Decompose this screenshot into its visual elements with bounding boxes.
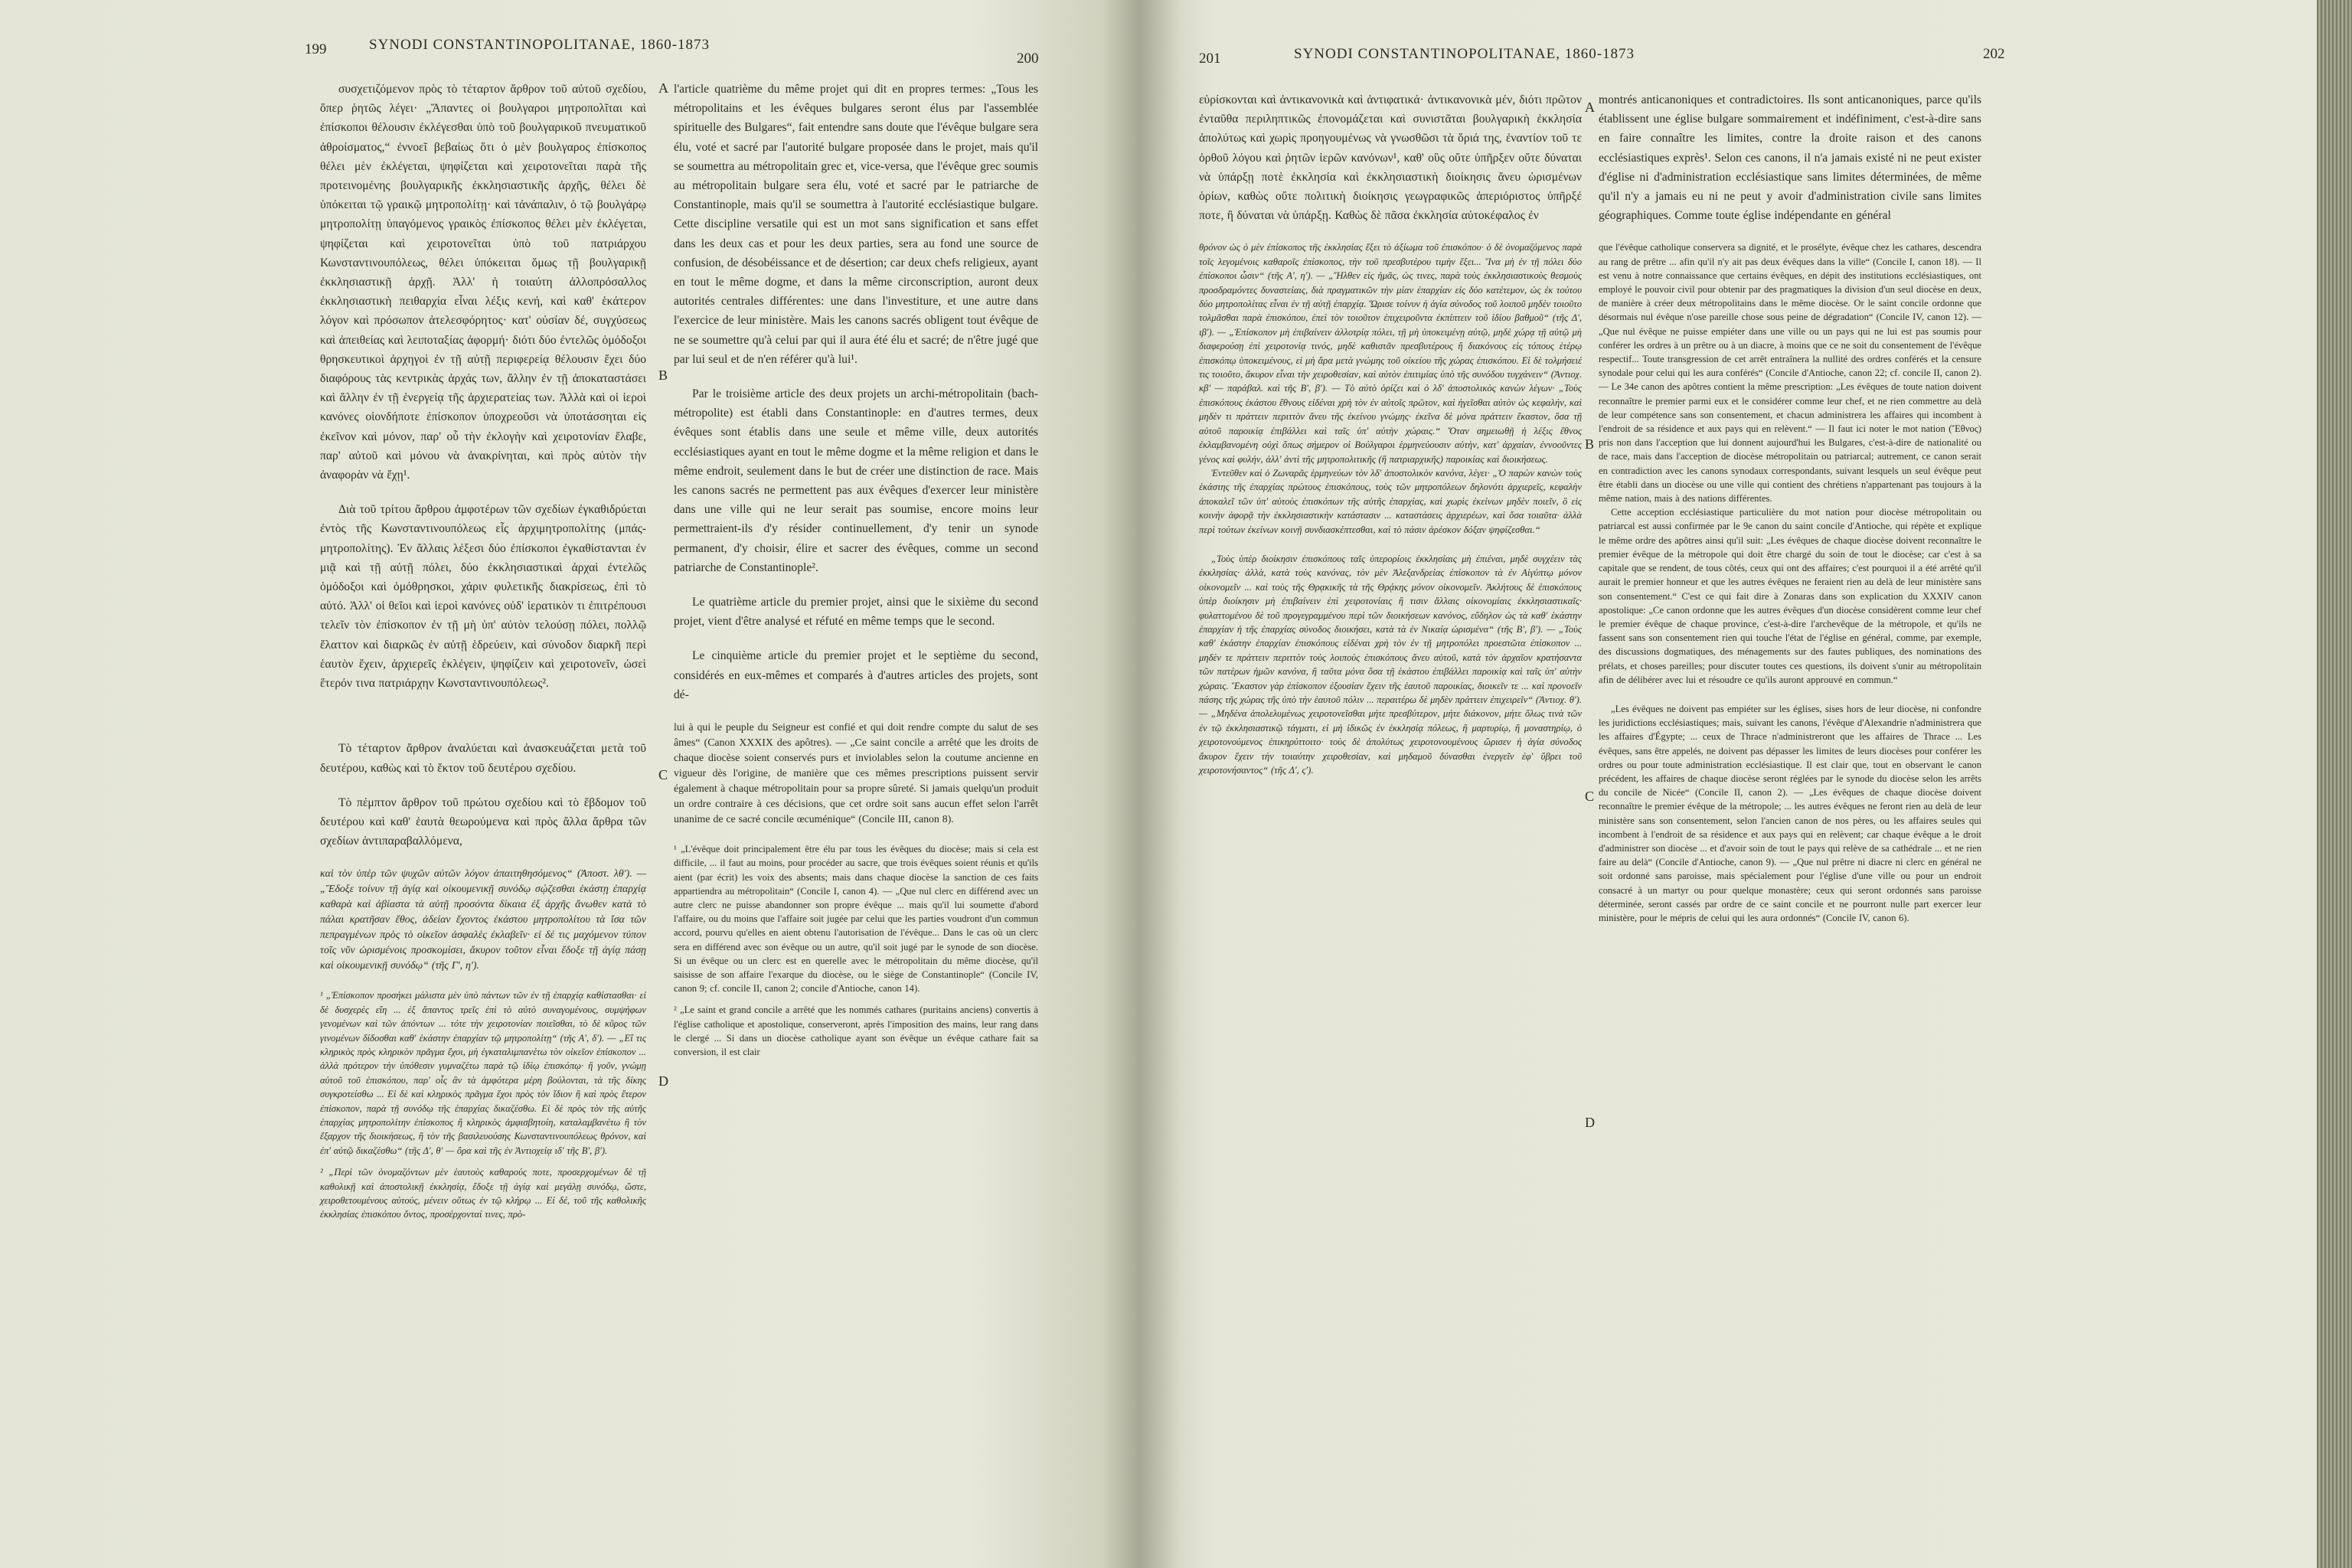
french-footnote: ¹ „L'évêque doit principalement être élu par tous les évêques du diocèse; mais si cela est difficile, ... il faut au moins, pour procéder au sacre, que trois évêques soient réunis et qu'ils aient (par écrit) les voix des absents; mais dans chaque diocèse la sanction de ces faits appartiendra au métropolitain“ (Concile I, canon 4). — „Que nul clerc en différend avec un autre clerc ne puisse abandonner son propre évêque ... mais qu'il lui soumette d'abord l'affaire, ou du moins que l'affaire soit jugée par celui que les parties voudront d'un commun accord, pourvu qu'elles en aient obtenu l'autorisation de l'évêque... Dans le cas où un clerc sera en différend avec son évêque ou un autre, qu'il soit jugé par le synode de son diocèse. Si un évêque ou un clerc est en querelle avec le métropolitain du même diocèse, qu'il saisisse de son affaire l'exarque du diocèse, ou le siège de Constantinople“ (Concile IV, canon 9; cf. concile II, canon 2; concile d'Antioche, canon 14). [674, 844, 1038, 995]
page-number: 199 [305, 41, 327, 57]
left-page [0, 0, 1141, 1568]
greek-footnote: ² „Περὶ τῶν ὀνομαζόντων μὲν ἑαυτοὺς καθαρούς ποτε, προσερχομένων δὲ τῇ καθολικῇ καὶ ἀποστολικῇ ἐκκλησίᾳ, ἔδοξε τῇ ἁγίᾳ καὶ μεγάλῃ συνόδῳ, ὥστε, χειροθετουμένους αὐτούς, μένειν οὕτως ἐν τῷ κλήρῳ ... Εἰ δέ, τοῦ τῆς καθολικῆς ἐκκλησίας ἐπισκόπου ὄντος, προσέρχονταί τινες, πρὸ- [320, 1167, 646, 1220]
greek-column [1199, 90, 1582, 777]
margin-letter: D [658, 1073, 668, 1089]
margin-letter: A [658, 80, 668, 96]
french-footnote: Cette acception ecclésiastique particulière du mot nation pour diocèse métropolitain ou patriarcal est aussi confirmée par le 9e canon du saint concile d'Antioche, qui répète et explique le même ordre des apôtres ainsi qu'il suit: „Les évêques de chaque diocèse doivent reconnaître le premier évêque de la métropole qui doit être chargé du soin de tout le diocèse; car c'est à sa capitale que se rendent, de tous côtés, ceux qui ont des affaires; c'est pourquoi il a été arrêté qu'il aurait le premier honneur et que les autres évêques ne feraient rien au delà de leur ministère sans son consentement.“ C'est ce qui fait dire à Zonaras dans son explication du XXXIV canon apostolique: „Ce canon ordonne que les autres évêques d'un diocèse considèrent comme leur chef le premier évêque de chaque province, c'est-à-dire l'archevêque de la métropole, et qu'ils ne fassent sans son consentement rien qui touche l'état de l'église en général, comme, par exemple, des discussions dogmatiques, des ménagements sur des fautes publiques, des nominations des prélats, et choses pareilles; pour discuter toutes ces questions, ils doivent s'unir au métropolitain afin de délibérer avec lui et résoudre ce qu'ils auront approuvé en commun.“ [1599, 507, 1981, 685]
french-footnote: „Les évêques ne doivent pas empiéter sur les églises, sises hors de leur diocèse, ni confondre les juridictions ecclésiastiques; mais, suivant les canons, l'évêque d'Alexandrie n'administrera que les affaires d'Égypte; ... ceux de Thrace n'administreront que les affaires de Thrace ... Les évêques, sans être appelés, ne doivent pas dépasser les limites de leurs diocèses pour conférer les ordres ou pour toute administration ecclésiastique. Il est clair que, tout en observant le canon précédent, les affaires de chaque diocèse seront réglées par le synode du diocèse selon les arrêts du concile de Nicée“ (Concile II, canon 2). — „Les évêques de chaque diocèse doivent reconnaître le premier évêque de la métropole; ... les autres évêques ne feront rien au delà de leur ministère sans son consentement, selon l'ancien canon de nos pères, ou les affaires seules qui incombent à l'endroit de sa résidence et aux pays qui en relèvent; car chaque évêque a le droit d'administrer son diocèse ... et d'avoir soin de tout le pays qui relève de sa cathédrale ... et ne rien faire au delà“ (Concile d'Antioche, canon 9). — „Que nul prêtre ni diacre ni clerc en général ne soit ordonné sans paroisse, mais spécialement pour l'église d'une ville ou pour un endroit consacré à un martyr ou pour quelque monastère; ceux qui seront ordonnés sans paroisse déterminée, seront cassés par ordre de ce saint concile et ne pourront nulle part exercer leur ministère, pour le mépris de celui qui les aura ordonnés“ (Concile IV, canon 6). [1599, 703, 1981, 923]
greek-paragraph: εὑρίσκονται καὶ ἀντικανονικὰ καὶ ἀντιφατικά· ἀντικανονικὰ μέν, διότι πρῶτον ἐνταῦθα περιληπτικῶς ἐπονομάζεται καὶ συνιστᾶται βουλγαρικὴ ἐκκλησία ἀπολύτως καὶ χωρὶς προηγουμένως νὰ γνωσθῶσι τὰ ὅριά της, ἐναντίον τοῦ τε ὀρθοῦ λόγου καὶ ῥητῶν ἱερῶν κανόνων¹, καθ' οὓς οὔτε ὑπῆρξεν οὔτε δύναται νὰ ὑπάρξῃ ποτὲ ἐκκλησία καὶ ἐκκλησιαστικὴ διοίκησις ἄνευ ὡρισμένων ὁρίων, καθὼς οὔτε πολιτικὴ διοίκησις γεωγραφικῶς ἀπεριόριστος ὑπῆρξέ ποτε, ἢ δύναται νὰ ὑπάρξῃ. Καθὼς δὲ πᾶσα ἐκκλησία αὐτοκέφαλος ἐν [1199, 93, 1582, 223]
french-column [674, 80, 1038, 1059]
margin-letter: C [658, 767, 668, 782]
margin-letter: A [1585, 100, 1595, 115]
margin-letter: B [658, 368, 668, 383]
greek-column [320, 80, 646, 1222]
margin-letter: D [1585, 1115, 1595, 1130]
greek-footnote: ¹ „Ἐπίσκοπον προσήκει μάλιστα μὲν ὑπὸ πάντων τῶν ἐν τῇ ἐπαρχίᾳ καθίστασθαι· εἰ δὲ δυσχερὲς εἴη ... ἐξ ἅπαντος τρεῖς ἐπὶ τὸ αὐτὸ συναγομένους, συμψήφων γενομένων καὶ τῶν ἀπόντων ... τότε τὴν χειροτονίαν ποιεῖσθαι, τὸ δὲ κῦρος τῶν γινομένων δίδοσθαι καθ' ἑκάστην ἐπαρχίαν τῷ μητροπολίτῃ“ (τῆς Α', δ'). — „Εἴ τις κληρικὸς πρὸς κληρικὸν πρᾶγμα ἔχοι, μὴ ἐγκαταλιμπανέτω τὸν οἰκεῖον ἐπίσκοπον ... ἀλλὰ πρότερον τὴν ὑπόθεσιν γυμναζέτω παρὰ τῷ ἰδίῳ ἐπισκόπῳ· ἢ γοῦν, γνώμῃ αὐτοῦ τοῦ ἐπισκόπου, παρ' οἷς ἂν τὰ ἀμφότερα μέρη βούλονται, τὰ τῆς δίκης συγκροτείσθω ... Εἰ δὲ καὶ κληρικὸς πρᾶγμα ἔχοι πρὸς τὸν ἴδιον ἢ καὶ πρὸς ἕτερον ἐπίσκοπον, παρὰ τῇ συνόδῳ τῆς ἐπαρχίας δικαζέσθω. Εἰ δὲ πρὸς τὸν τῆς αὐτῆς ἐπαρχίας μητροπολίτην ἐπίσκοπος ἢ κληρικὸς ἀμφισβητοίη, καταλαμβανέτω ἢ τὸν ἔξαρχον τῆς διοικήσεως, ἢ τὸν τῆς βασιλευούσης Κωνσταντινουπόλεως θρόνον, καὶ ἐπ' αὐτῷ δικαζέσθω“ (τῆς Δ', θ' — ὅρα καὶ τῆς ἐν Ἀντιοχείᾳ ιδ' τῆς Β', β'). [320, 990, 646, 1156]
page-number: 201 [1199, 51, 1221, 67]
greek-canon-quote: καὶ τὸν ὑπὲρ τῶν ψυχῶν αὐτῶν λόγον ἀπαιτηθησόμενος“ (Ἀποστ. λθ'). — „Ἔδοξε τοίνυν τῇ ἁγίᾳ καὶ οἰκουμενικῇ συνόδῳ σῴζεσθαι ἑκάστῃ ἐπαρχίᾳ καθαρὰ καὶ ἀβίαστα τὰ αὐτῇ προσόντα δίκαια ἐξ ἀρχῆς ἄνωθεν κατὰ τὸ πάλαι κρατῆσαν ἔθος, ἀδείαν ἔχοντος ἑκάστου μητροπολίτου τὰ ἴσα τῶν πεπραγμένων πρὸς τὸ οἰκεῖον ἀσφαλὲς ἐκλαβεῖν· εἰ δέ τις μαχόμενον τύπον τοῖς νῦν ὡρισμένοις προσκομίσει, ἄκυρον τοῦτον εἶναι ἔδοξε τῇ ἁγίᾳ πάσῃ καὶ οἰκουμενικῇ συνόδῳ“ (τῆς Γ', η'). [320, 867, 646, 972]
french-footnote: ² „Le saint et grand concile a arrêté que les nommés cathares (puritains anciens) convertis à l'église catholique et apostolique, conserveront, après l'imposition des mains, leur rang dans le clergé ... Si dans un diocèse catholique ayant son évêque un évêque cathare fait sa conversion, il est clair [674, 1004, 1038, 1057]
right-page [1141, 0, 2352, 1568]
french-column [1599, 90, 1981, 925]
french-footnote: que l'évêque catholique conservera sa dignité, et le prosélyte, évêque chez les cathares, descendra au rang de prêtre ... afin qu'il n'y ait pas deux évêques dans la ville“ (Concile I, canon 18). — Il est venu à notre connaissance que certains évêques, en dépit des institutions ecclésiastiques, ont employé le pouvoir civil pour obtenir par des pragmatiques la division d'un seul diocèse en deux, de manière à créer deux métropolitains dans le même diocèse. Or le saint concile ordonne que désormais nul évêque n'ose pareille chose sous peine de dégradation“ (Concile IV, canon 12). — „Que nul évêque ne puisse empiéter dans une ville ou un pays qui ne lui est pas soumis pour conférer les ordres à un prêtre ou à un diacre, à moins que ce ne soit du consentement de l'évêque respectif... Toute transgression de cet arrêt entraînera la nullité des ordres conférés et la censure synodale pour celui qui les aura conférés“ (Concile d'Antioche, canon 22; cf. concile II, canon 2). — Le 34e canon des apôtres contient la même prescription: „Les évêques de toute nation doivent reconnaître le premier parmi eux et le considérer comme leur chef, et ne rien commettre au delà de leur compétence sans son consentement, et chacun administrera les affaires qui incombent à l'endroit de sa résidence et aux pays qui en relèvent.“ — Il faut ici noter le mot nation (Ἔθνος) pris non dans l'acception que lui donnent aujourd'hui les Bulgares, c'est-à-dire de nationalité ou de race, mais dans l'acception de diocèse métropolitain ou patriarcal; autrement, ce canon serait en contradiction avec les canons synodaux correspondants, suivant lesquels un seul évêque peut être établi dans un diocèse ou une ville qui contient des chrétiens n'appartenant pas toujours à la même nation, mais à des nations différentes. [1599, 242, 1981, 505]
french-paragraph: Le cinquième article du premier projet et le septième du second, considérés en eux-mêmes et comparés à d'autres articles des projets, sont dé- [674, 649, 1038, 701]
greek-footnote: Ἐντεῦθεν καὶ ὁ Ζωναρᾶς ἑρμηνεύων τὸν λδ' ἀποστολικὸν κανόνα, λέγει· „Ὁ παρὼν κανὼν τοὺς ἑκάστης τῆς ἐπαρχίας πρώτους ἐπισκόπους, τοὺς τῶν μητροπόλεων δηλονότι ἀρχιερεῖς, κεφαλὴν ἀποκαλεῖ τῶν ὑπ' αὐτοὺς ἐπισκόπων τῆς αὐτῆς ἐπαρχίας, καὶ χωρὶς ἐκείνων μηδὲν ποιεῖν, ὃ εἰς κοινὴν ἀφορᾷ τὴν ἐκκλησιαστικὴν κατάστασιν ... καταστάσεις ἀρχιερέων, καὶ ὅσα τοιαῦτα· ἀλλὰ περὶ τούτων ἐκείνων κοινῇ συνδιασκέπτεσθαι, καὶ τὸ πάσιν ἀρέσκον δόξαν ψηφίζεσθαι.“ [1199, 467, 1582, 535]
greek-footnote: θρόνον ὡς ὁ μὲν ἐπίσκοπος τῆς ἐκκλησίας ἕξει τὸ ἀξίωμα τοῦ ἐπισκόπου· ὁ δὲ ὀνομαζόμενος παρὰ τοῖς λεγομένοις καθαροῖς ἐπίσκοπος, τὴν τοῦ πρεσβυτέρου τιμὴν ἕξει... Ἵνα μὴ ἐν τῇ πόλει δύο ἐπίσκοποι ὦσιν“ (τῆς Α', η'). — „Ἤλθεν εἰς ἡμᾶς, ὡς τινες, παρὰ τοὺς ἐκκλησιαστικοὺς θεσμοὺς προσδραμόντες δυναστείαις, διὰ πραγματικῶν τὴν μίαν ἐπαρχίαν εἰς δύο κατέτεμον, ὡς ἐκ τούτου δύο μητροπολίτας εἶναι ἐν τῇ αὐτῇ ἐπαρχίᾳ. Ὥρισε τοίνυν ἡ ἁγία σύνοδος τοῦ λοιποῦ μηδὲν τοιοῦτο τολμᾶσθαι παρὰ ἐπισκόπου, ἐπεὶ τὸν τοιοῦτον ἐπιχειροῦντα ἐκπίπτειν τοῦ ἰδίου βαθμοῦ“ (τῆς Δ', ιβ'). — „Ἐπίσκοπον μὴ ἐπιβαίνειν ἀλλοτρίᾳ πόλει, τῇ μὴ ὑποκειμένῃ αὐτῷ, μηδὲ χώρᾳ τῇ αὐτῷ μὴ διαφερούσῃ ἐπὶ χειροτονίᾳ τινός, μηδὲ καθιστᾶν πρεσβυτέρους ἢ διακόνους εἰς τόπους ἑτέρῳ ἐπισκόπῳ ὑποκειμένους, εἰ μὴ ἄρα μετὰ γνώμης τοῦ οἰκείου τῆς χώρας ἐπισκόπου. Εἰ δὲ τολμήσειέ τις τοιοῦτο, ἄκυρον εἶναι τὴν χειροθεσίαν, καὶ αὐτὸν ἐπιτιμίας ὑπὸ τῆς συνόδου τυγχάνειν“ (Ἀντιοχ. κβ' — παράβαλ. καὶ τῆς Β', β'). — Τὸ αὐτὸ ὁρίζει καὶ ὁ λδ' ἀποστολικὸς κανὼν λέγων· „Τοὺς ἐπισκόπους ἑκάστου ἔθνους εἰδέναι χρὴ τὸν ἐν αὐτοῖς πρῶτον, καὶ ἡγεῖσθαι αὐτὸν ὡς κεφαλήν, καὶ μηδὲν τι πράττειν περιττὸν ἄνευ τῆς ἐκείνου γνώμης· ἐκεῖνα δὲ μόνα πράττειν ἕκαστον, ὅσα τῇ αὐτοῦ παροικίᾳ ἐπιβάλλει καὶ ταῖς ὑπ' αὐτὴν χώραις.“ Ὅταν σημειωθῇ ἡ λέξις ἔθνος ἐκλαμβανομένη οὐχὶ ὅπως σήμερον οἱ Βούλγαροι ἑρμηνεύουσιν αὐτὴν, κατ' ἀρχαίαν, ἐννοοῦντες γένος καὶ φυλήν, ἀλλ' ἀντὶ τῆς μητροπολιτικῆς (ἢ πατριαρχικῆς) παροικίας καὶ διοικήσεως. [1199, 242, 1582, 465]
margin-letter: C [1585, 789, 1595, 804]
french-paragraph: Par le troisième article des deux projets un archi-métropolitain (bach-métropolite) est établi dans Constantinople: en d'autres termes, deux évêques sont établis dans une seule et même ville, deux autorités ecclésiastiques ayant en tout le même dogme et la même religion et dans le même endroit, seulement dans le but de créer une distinction de race. Mais les canons sacrés ne permettent pas aux évêques d'exercer leur ministère dans une ville qui ne leur serait pas soumise, encore moins leur permettraient-ils d'y résider continuellement, d'y tenir un synode permanent, d'y choisir, élire et sacrer des évêques, comme un second patriarche de Constantinople². [674, 387, 1038, 574]
greek-footnote: „Τοὺς ὑπὲρ διοίκησιν ἐπισκόπους ταῖς ὑπερορίοις ἐκκλησίαις μὴ ἐπιέναι, μηδὲ συγχέειν τὰς ἐκκλησίας· ἀλλὰ, κατὰ τοὺς κανόνας, τὸν μὲν Ἀλεξανδρείας ἐπίσκοπον τὰ ἐν Αἰγύπτῳ μόνον οἰκονομεῖν ... καὶ τοὺς τῆς Θρᾳκικῆς τὰ τῆς Θρᾴκης μόνον οἰκονομεῖν. Ἀκλήτους δὲ ἐπισκόπους ὑπὲρ διοίκησιν μὴ ἐπιβαίνειν ἐπὶ χειροτονίαις ἢ τισιν ἄλλαις οἰκονομίαις ἐκκλησιαστικαῖς· φυλαττομένου δὲ τοῦ προγεγραμμένου περὶ τῶν διοικήσεων κανόνος, εὔδηλον ὡς τὰ καθ' ἑκάστην ἐπαρχίαν ἡ τῆς ἐπαρχίας σύνοδος διοικήσει, κατὰ τὰ ἐν Νικαίᾳ ὡρισμένα“ (τῆς Β', β'). — „Τοὺς καθ' ἑκάστην ἐπαρχίαν ἐπισκόπους εἰδέναι χρὴ τὸν ἐν τῇ μητροπόλει προεστῶτα ἐπίσκοπον ... μηδὲν τε πράττειν περιττὸν τοὺς λοιποὺς ἐπισκόπους ἄνευ αὐτοῦ, κατὰ τὸν ἀρχαῖον κρατήσαντα τῶν πατέρων ἡμῶν κανόνα, ἢ ταῦτα μόνα ὅσα τῇ ἑκάστου ἐπιβάλλει παροικίᾳ καὶ ταῖς ὑπ' αὐτὴν χώραις. Ἕκαστον γὰρ ἐπίσκοπον ἐξουσίαν ἔχειν τῆς ἑαυτοῦ παροικίας, διοικεῖν τε ... καὶ προνοεῖν πάσης τῆς χώρας τῆς ὑπὸ τὴν ἑαυτοῦ πόλιν ... περαιτέρω δὲ μηδὲν πράττειν ἐπιχειρεῖν“ (Ἀντιοχ. θ'). — „Μηδένα ἀπολελυμένως χειροτονεῖσθαι μήτε πρεσβύτερον, μήτε διάκονον, μήτε ὅλως τινὰ τῶν ἐν τῷ ἐκκλησιαστικῷ τάγματι, εἰ μὴ ἰδικῶς ἐν ἐκκλησίᾳ πόλεως, ἢ μαρτυρίῳ, ἢ μοναστηρίῳ, ὁ χειροτονούμενος ἐπικηρύττοιτο· τοὺς δὲ ἀπολύτως χειροτονουμένους ὥρισεν ἡ ἁγία σύνοδος ἄκυρον ἔχειν τὴν τοιαύτην χειροθεσίαν, καὶ μηδαμοῦ δύνασθαι ἐνεργεῖν ἐφ' ὕβρει τοῦ χειροτονήσαντος“ (τῆς Δ', ς'). [1199, 553, 1583, 776]
page-number: 202 [1983, 46, 2005, 62]
greek-paragraph: Τὸ τέταρτον ἄρθρον ἀναλύεται καὶ ἀνασκευάζεται μετὰ τοῦ δευτέρου, καθὼς καὶ τὸ ἕκτον τοῦ δευτέρου σχεδίου. [320, 742, 646, 775]
french-paragraph: Le quatrième article du premier projet, ainsi que le sixième du second projet, vient d'être analysé et réfuté en même temps que le second. [674, 596, 1038, 629]
book-fore-edge [2317, 0, 2352, 1568]
french-paragraph: l'article quatrième du même projet qui dit en propres termes: „Tous les métropolitains et les évêques bulgares seront élus par l'assemblée spirituelle des Bulgares“, fait entendre sans doute que l'évêque bulgare sera élu, voté et sacré par l'autorité bulgare proposée dans le projet, mais qu'il se soumettra au métropolitain grec et, vice-versa, que l'évêque grec soumis au métropolitain bulgare sera élu, voté et sacré par le patriarche de Constantinople, mais qu'il se soumettra à l'autorité ecclésiastique bulgare. Cette discipline versatile qui est un mot sans signification et sans effet dans les deux cas et pour les deux parties, sera au fond une source de confusion, de désobéissance et de désertion; car deux chefs religieux, ayant en tout le même dogme, et dans la même circonscription, auront deux autorités centrales différentes: une dans l'investiture, et une autre dans l'exercice de leur ministère. Mais les canons sacrés obligent tout évêque de ne se soumettre qu'à celui par qui il aura été élu et sacré; de n'être jugé que par lui seul et de n'en référer qu'à lui¹. [674, 83, 1038, 366]
greek-paragraph: Τὸ πέμπτον ἄρθρον τοῦ πρώτου σχεδίου καὶ τὸ ἕβδομον τοῦ δευτέρου καὶ καθ' ἑαυτὰ θεωρούμενα καὶ πρὸς ἄλλα ἄρθρα τῶν σχεδίων ἀντιπαραβαλλόμενα, [320, 795, 646, 848]
french-canon-quote: lui à qui le peuple du Seigneur est confié et qui doit rendre compte du salut de ses âmes“ (Canon XXXIX des apôtres). — „Ce saint concile a arrêté que les droits de chaque diocèse soient conservés purs et inviolables selon la coutume ancienne en vigueur dès l'origine, de manière que ces mêmes prescriptions puissent servir également à chaque métropolitain pour sa propre sûreté. Si jamais quelqu'un produit un ordre contraire à ces décisions, que cet ordre soit sans aucun effet selon l'arrêt unanime de ce sacré concile œcuménique“ (Concile III, canon 8). [674, 721, 1038, 825]
french-paragraph: montrés anticanoniques et contradictoires. Ils sont anticanoniques, parce qu'ils établissent une église bulgare sommairement et indéfiniment, c'est-à-dire sans en faire connaître les limites, contre la droite raison et des canons ecclésiastiques exprès¹. Selon ces canons, il n'a jamais existé ni ne peut exister d'église ni d'administration ecclésiastique sans limites déterminées, de même qu'il n'y a jamais eu ni ne peut y avoir d'administration civile sans limites géographiques. Comme toute église indépendante en général [1599, 93, 1981, 223]
greek-paragraph: Διὰ τοῦ τρίτου ἄρθρου ἀμφοτέρων τῶν σχεδίων ἐγκαθιδρύεται ἐντὸς τῆς Κωνσταντινουπόλεως εἷς ἀρχιμητροπολίτης (μπάς-μητροπολίτης). Ἐν ἄλλαις λέξεσι δύο ἐπίσκοποι ἐγκαθίστανται ἐν μιᾷ καὶ τῇ αὐτῇ πόλει, δύο ἐκκλησιαστικαὶ ἀρχαὶ ἐντελῶς ὁμόδοξοι καὶ ὁμόθρησκοι, χάριν φυλετικῆς διακρίσεως, ἐπὶ τὸ αὐτό. Ἀλλ' οἱ θεῖοι καὶ ἱεροὶ κανόνες οὐδ' ἱερατικὸν τι ἐπιτρέπουσι τελεῖν τὸν ἐπίσκοπον ἐν τῇ μὴ ὑπ' αὐτὸν τελούσῃ πόλει, πολλῷ ἔλαττον καὶ διαρκῶς ἐν αὐτῇ ἑδρεύειν, καὶ σύνοδον διαρκῆ περὶ ἑαυτὸν ἔχειν, ἀρχιερεῖς ἐκλέγειν, ψηφίζειν καὶ χειροτονεῖν, ὡσεὶ ἕτερόν τινα πατριάρχην Κωνσταντινουπόλεως². [320, 503, 646, 691]
running-head: SYNODI CONSTANTINOPOLITANAE, 1860-1873 [369, 37, 710, 53]
greek-paragraph: συσχετιζόμενον πρὸς τὸ τέταρτον ἄρθρον τοῦ αὐτοῦ σχεδίου, ὅπερ ῥητῶς λέγει· „Ἅπαντες οἱ βουλγαροι μητροπολῖται καὶ ἐπίσκοποι θέλουσιν ἐκλέγεσθαι ὑπὸ τοῦ βουλγαρικοῦ πνευματικοῦ ἀθροίσματος,“ ἐννοεῖ βεβαίως ὅτι ὁ μὲν βουλγαρος ἐπίσκοπος θέλει μὲν ἐκλέγεται, ψηφίζεται καὶ χειροτονεῖται παρὰ τῆς προτεινομένης βουλγαρικῆς ἐκκλησιαστικῆς ἀρχῆς, θέλει δὲ ὑπόκειται τῷ γραικῷ μητροπολίτῃ· καὶ τἀνάπαλιν, ὁ τῷ βουλγάρῳ μητροπολίτῃ ὑπαγόμενος γραικὸς ἐπίσκοπος θέλει μὲν ἐκλέγεται, ψηφίζεται καὶ χειροτονεῖται ὑπὸ τοῦ πατριάρχου Κωνσταντινουπόλεως, θέλει ὑπόκειται ὅμως τῇ βουλγαρικῇ ἐκκλησιαστικῇ ἀρχῇ. Ἀλλ' ἡ τοιαύτη ἀλλοπρόσαλλος ἐκκλησιαστικὴ πειθαρχία εἶναι λέξις κενή, καὶ καθ' ἑκάτερον λόγον καὶ πρόσωπον ἀτελεσφόρητος· κατ' οὐσίαν δέ, συγχύσεως καὶ ἀπειθείας καὶ λειποταξίας ἀφορμή· διότι δύο ἐντελῶς ὁμόδοξοι θρησκευτικοὶ ἀρχηγοὶ ἐν τῇ αὐτῇ περιφερείᾳ θέλουσιν ἔχει δύο διαφόρους τὰς κεντρικὰς ἀρχάς των, ἄλλην ἐν τῇ ἀποκαταστάσει καὶ ἄλλην ἐν τῇ ἐνεργείᾳ τῆς ἀρχιερατείας των. Ἀλλὰ καὶ οἱ ἱεροὶ κανόνες οἱονδήποτε ἐπίσκοπον ὑποχρεοῦσι νὰ ὑποτάσσηται εἰς ἐκεῖνον καὶ μόνον, παρ' οὗ τὴν ἐκλογὴν καὶ χειροτονίαν ἔλαβε, παρ' αὐτοῦ καὶ μόνου νὰ ἀνακρίνηται, καὶ πρὸς αὐτὸν τὴν ἀναφορὰν νὰ ἔχῃ¹. [320, 83, 646, 482]
page-number: 200 [1017, 51, 1039, 67]
margin-letter: B [1585, 436, 1595, 452]
running-head: SYNODI CONSTANTINOPOLITANAE, 1860-1873 [1294, 46, 1635, 62]
